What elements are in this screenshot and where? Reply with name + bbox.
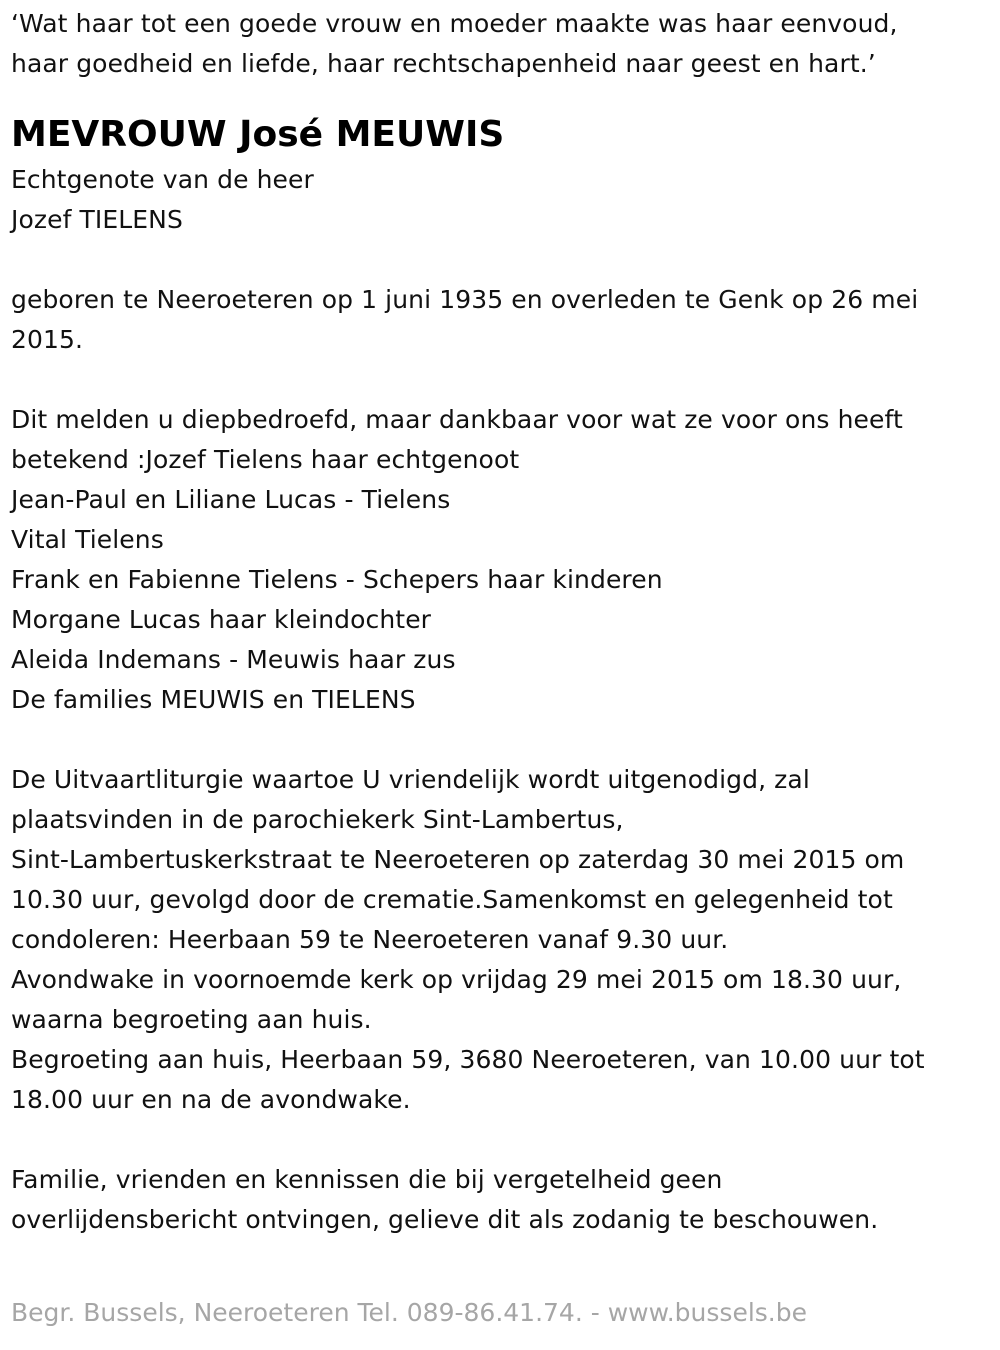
announcer-line: Frank en Fabienne Tielens - Schepers haar kinderen bbox=[11, 565, 663, 594]
announcer-line: Dit melden u diepbedroefd, maar dankbaar voor wat ze voor ons heeft bbox=[11, 405, 903, 434]
memorial-quote bbox=[11, 4, 991, 84]
birth-death-info bbox=[11, 280, 991, 360]
closing-line: Familie, vrienden en kennissen die bij vergetelheid geen bbox=[11, 1165, 723, 1194]
funeral-line: Begroeting aan huis, Heerbaan 59, 3680 Neeroeteren, van 10.00 uur tot bbox=[11, 1045, 925, 1074]
announcer-line: Morgane Lucas haar kleindochter bbox=[11, 605, 432, 634]
funeral-line: 10.30 uur, gevolgd door de crematie.Samenkomst en gelegenheid tot bbox=[11, 885, 893, 914]
funeral-line: waarna begroeting aan huis. bbox=[11, 1005, 372, 1034]
closing-note bbox=[11, 1160, 991, 1240]
obituary-document bbox=[11, 0, 991, 1240]
funeral-line: plaatsvinden in de parochiekerk Sint-Lambertus, bbox=[11, 805, 624, 834]
announcer-line: De families MEUWIS en TIELENS bbox=[11, 685, 416, 714]
spouse-info bbox=[11, 160, 991, 240]
funeral-line: 18.00 uur en na de avondwake. bbox=[11, 1085, 411, 1114]
spouse-line: Jozef TIELENS bbox=[11, 205, 183, 234]
closing-line: overlijdensbericht ontvingen, gelieve dit als zodanig te beschouwen. bbox=[11, 1205, 879, 1234]
announcer-line: Aleida Indemans - Meuwis haar zus bbox=[11, 645, 456, 674]
birth-death-line: geboren te Neeroeteren op 1 juni 1935 en overleden te Genk op 26 mei bbox=[11, 285, 919, 314]
deceased-name: MEVROUW José MEUWIS bbox=[11, 114, 505, 155]
announcer-line: betekend :Jozef Tielens haar echtgenoot bbox=[11, 445, 520, 474]
funeral-line: Sint-Lambertuskerkstraat te Neeroeteren op zaterdag 30 mei 2015 om bbox=[11, 845, 905, 874]
funeral-line: Avondwake in voornoemde kerk op vrijdag 29 mei 2015 om 18.30 uur, bbox=[11, 965, 902, 994]
quote-line: ‘Wat haar tot een goede vrouw en moeder maakte was haar eenvoud, bbox=[11, 9, 898, 38]
spouse-line: Echtgenote van de heer bbox=[11, 165, 314, 194]
announcers-list bbox=[11, 400, 991, 720]
birth-death-line: 2015. bbox=[11, 325, 84, 354]
funeral-home-footer: Begr. Bussels, Neeroeteren Tel. 089-86.41.74. - www.bussels.be bbox=[11, 1298, 807, 1327]
announcer-line: Vital Tielens bbox=[11, 525, 164, 554]
quote-line: haar goedheid en liefde, haar rechtschapenheid naar geest en hart.’ bbox=[11, 49, 876, 78]
funeral-line: condoleren: Heerbaan 59 te Neeroeteren vanaf 9.30 uur. bbox=[11, 925, 729, 954]
announcer-line: Jean-Paul en Liliane Lucas - Tielens bbox=[11, 485, 451, 514]
funeral-details bbox=[11, 760, 991, 1120]
funeral-line: De Uitvaartliturgie waartoe U vriendelijk wordt uitgenodigd, zal bbox=[11, 765, 810, 794]
